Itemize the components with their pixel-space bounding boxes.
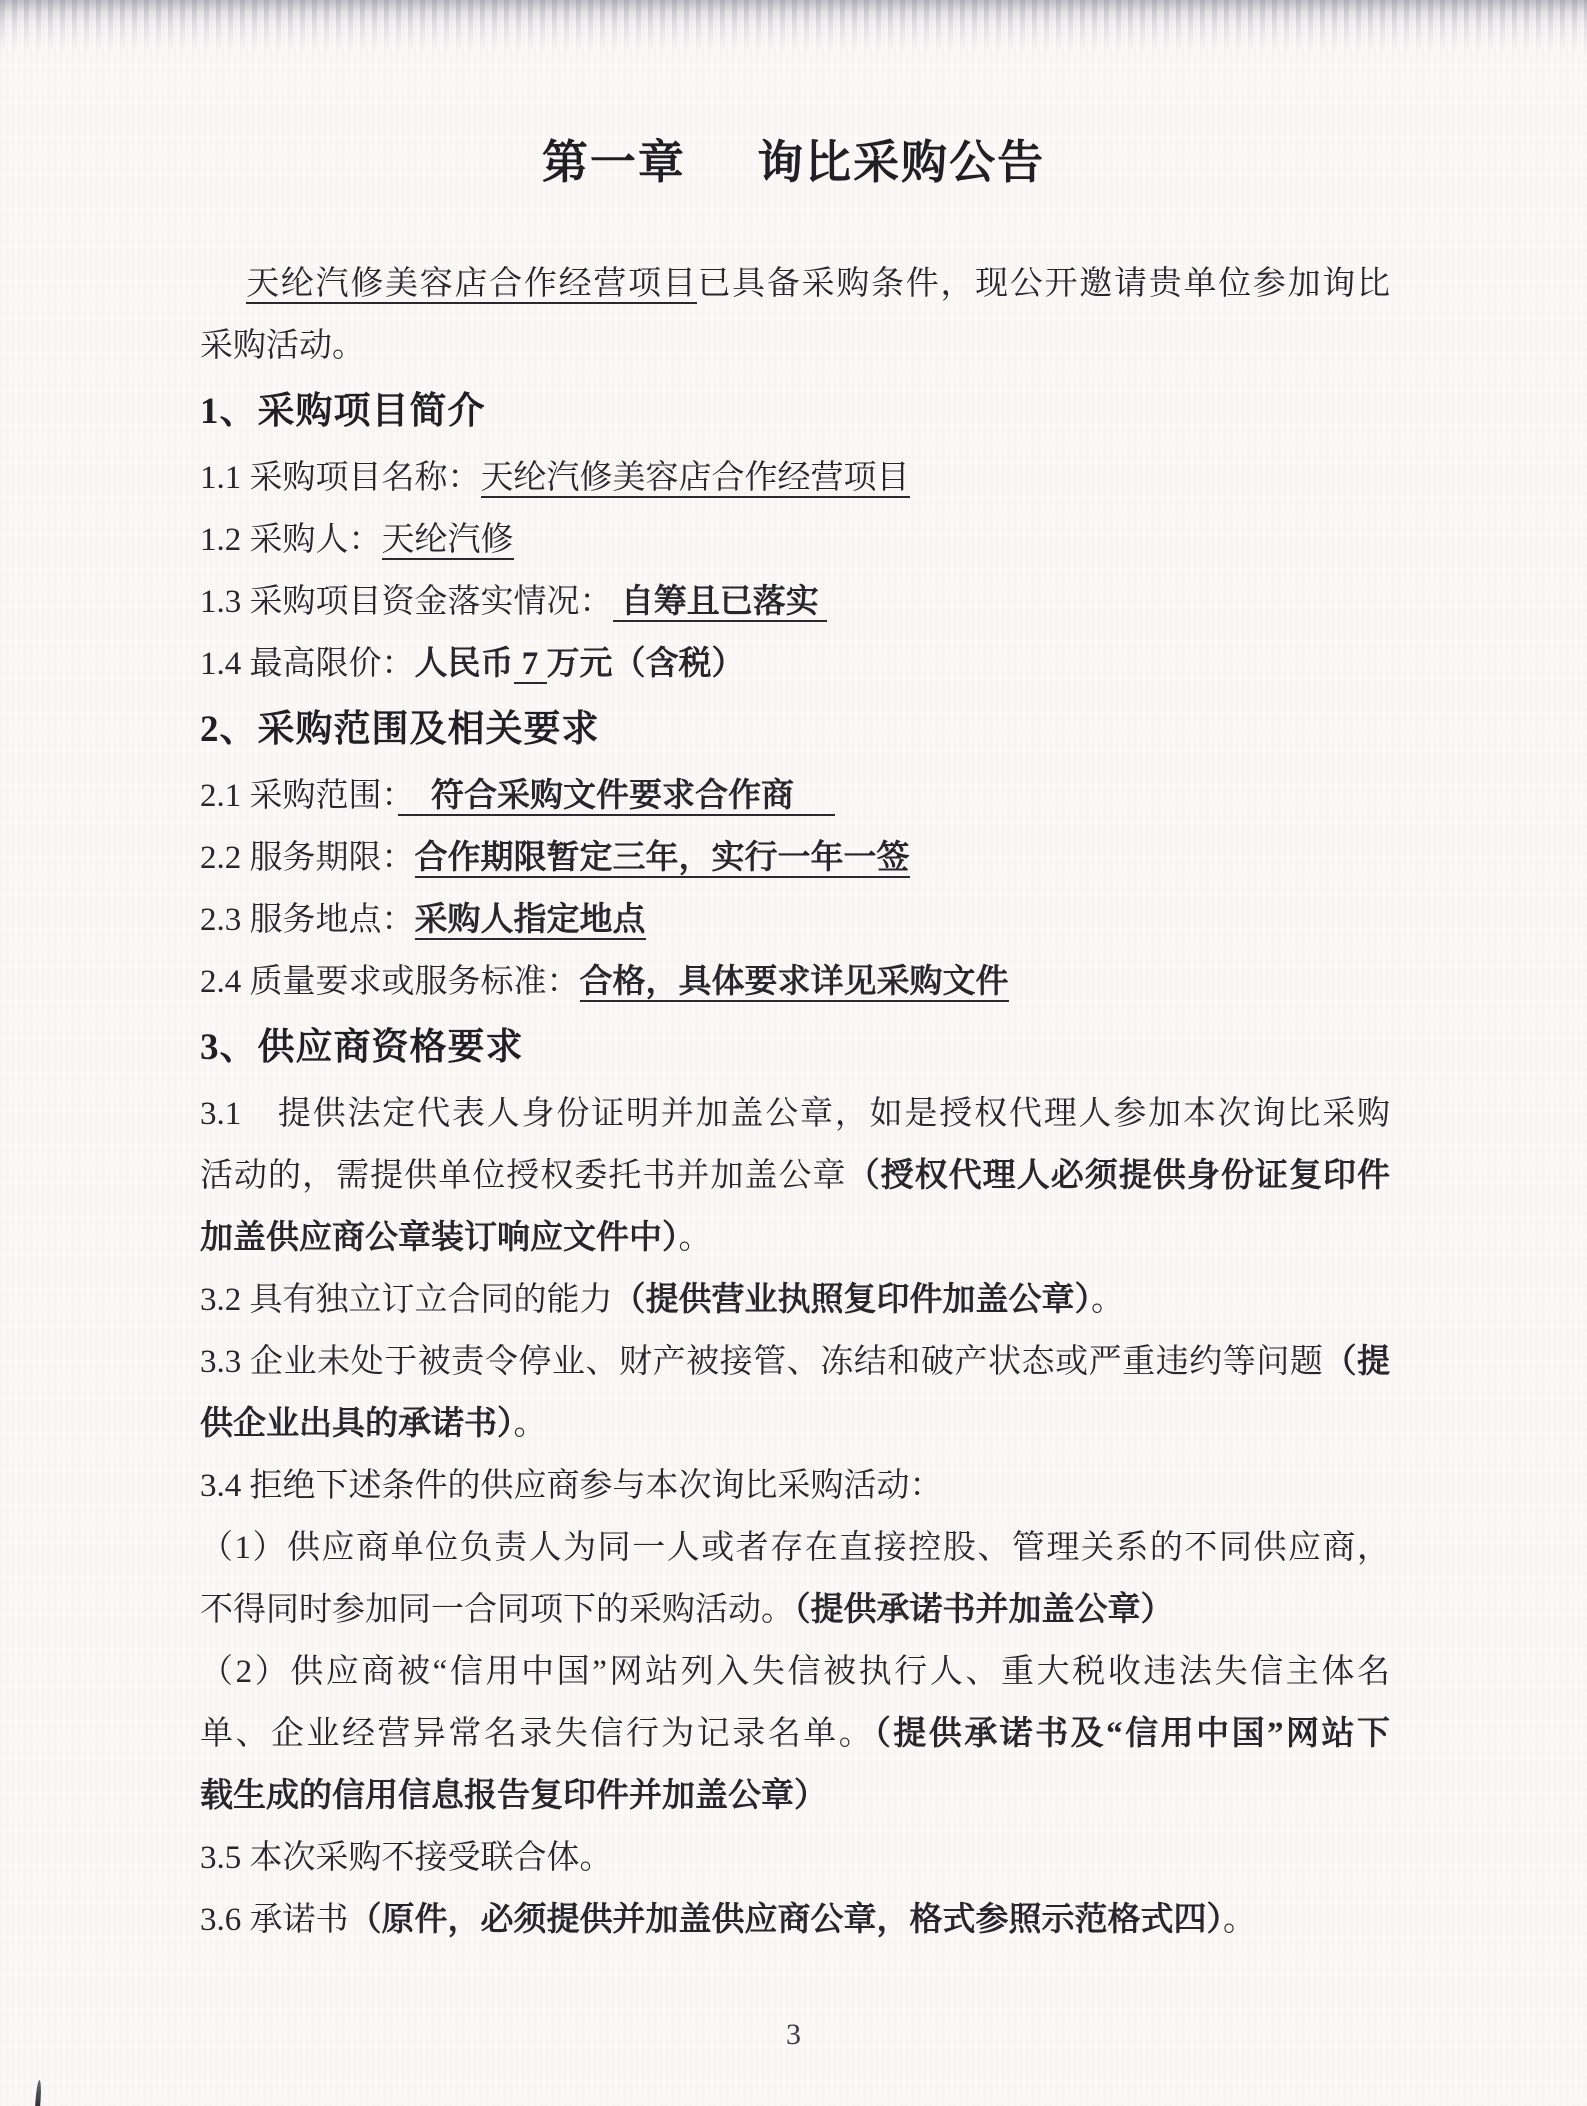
text-run: 2、采购范围及相关要求: [200, 709, 600, 750]
text-run: 3.1 提供法定代表人身份证明并加盖公章，如是授权代理人参加本次询比采购: [200, 1096, 1390, 1132]
purchaser-value: 天纶汽修: [381, 522, 514, 558]
clause-3-1-line-2: [200, 1145, 1390, 1207]
text-run: 1.1 采购项目名称：: [200, 460, 481, 496]
text-run: 活动的，需提供单位授权委托书并加盖公章: [200, 1158, 847, 1194]
item-2-1: [200, 765, 1390, 827]
text-run: 1、采购项目简介: [200, 391, 486, 432]
text-run: 供企业出具的承诺书）: [200, 1406, 514, 1442]
text-run: 3.2 具有独立订立合同的能力: [200, 1282, 613, 1318]
section-1-heading: [200, 381, 1390, 443]
text-run: 载生成的信用信息报告复印件并加盖公章）: [200, 1778, 827, 1814]
item-1-1: [200, 447, 1390, 509]
service-period-value: 合作期限暂定三年，实行一年一签: [414, 840, 910, 876]
service-location-value: 采购人指定地点: [414, 902, 646, 938]
intro-line-2: [200, 315, 1390, 377]
item-1-3: [200, 571, 1390, 633]
clause-3-6: [200, 1889, 1390, 1951]
chapter-title: [0, 128, 1587, 198]
clause-3-2: [200, 1269, 1390, 1331]
section-2-heading: [200, 699, 1390, 761]
clause-3-1-line-1: [200, 1083, 1390, 1145]
text-run: 。: [678, 1220, 712, 1256]
text-run: 1.3 采购项目资金落实情况：: [200, 584, 613, 620]
procurement-project-name-value: 天纶汽修美容店合作经营项目: [480, 460, 910, 496]
text-run: 单、企业经营异常名录失信行为记录名单。: [200, 1716, 875, 1752]
text-run: （2）供应商被“信用中国”网站列入失信被执行人、重大税收违法失信主体名: [200, 1654, 1390, 1690]
text-run: 加盖供应商公章装订响应文件中）: [200, 1220, 679, 1256]
document-body: [200, 253, 1390, 1951]
text-run: 3.3 企业未处于被责令停业、财产被接管、冻结和破产状态或严重违约等问题: [200, 1344, 1324, 1380]
clause-3-3-line-1: [200, 1331, 1390, 1393]
funding-status-value: 自筹且已落实: [612, 584, 827, 620]
price-unit: 万元（含税）: [546, 646, 745, 682]
item-2-4: [200, 951, 1390, 1013]
text-run: 已具备采购条件，现公开邀请贵单位参加询比: [697, 266, 1391, 302]
clause-3-4-sub-2-line-1: [200, 1641, 1390, 1703]
intro-line-1: [200, 253, 1390, 315]
text-run: 3.6 承诺书: [200, 1902, 349, 1938]
page-number: 3: [786, 2018, 801, 2051]
quality-requirement-value: 合格，具体要求详见采购文件: [579, 964, 1009, 1000]
item-1-4: [200, 633, 1390, 695]
text-run: （提供承诺书及“信用中国”网站下: [874, 1716, 1391, 1752]
item-2-3: [200, 889, 1390, 951]
procurement-scope-value: 符合采购文件要求合作商: [398, 778, 836, 814]
text-run: 2.3 服务地点：: [200, 902, 415, 938]
text-run: 1.2 采购人：: [200, 522, 382, 558]
text-run: （原件，必须提供并加盖供应商公章，格式参照示范格式四）: [348, 1902, 1223, 1938]
text-run: （授权代理人必须提供身份证复印件: [846, 1158, 1391, 1194]
text-run: 2.4 质量要求或服务标准：: [200, 964, 580, 1000]
text-run: （提供承诺书并加盖公章）: [794, 1592, 1174, 1628]
text-run: 。: [513, 1406, 547, 1442]
chapter-title-number: 第一章: [541, 137, 686, 188]
scan-edge-artifact: [0, 0, 1587, 58]
section-3-heading: [200, 1017, 1390, 1079]
clause-3-3-line-2: [200, 1393, 1390, 1455]
clause-3-1-line-3: [200, 1207, 1390, 1269]
ink-mark-artifact: [35, 2080, 42, 2106]
item-2-2: [200, 827, 1390, 889]
text-run: 3、供应商资格要求: [200, 1027, 524, 1068]
project-name-underlined: 天纶汽修美容店合作经营项目: [246, 266, 698, 302]
clause-3-4-sub-2-line-3: [200, 1765, 1390, 1827]
text-run: 。: [1091, 1282, 1124, 1318]
text-run: 3.4 拒绝下述条件的供应商参与本次询比采购活动：: [200, 1468, 943, 1504]
clause-3-4: [200, 1455, 1390, 1517]
price-currency: 人民币: [414, 646, 514, 682]
item-1-2: [200, 509, 1390, 571]
text-run: 3.5 本次采购不接受联合体。: [200, 1840, 613, 1876]
text-run: 1.4 最高限价：: [200, 646, 415, 682]
price-amount-value: 7: [513, 646, 547, 682]
text-run: （1）供应商单位负责人为同一人或者存在直接控股、管理关系的不同供应商，: [200, 1530, 1390, 1566]
text-run: 不得同时参加同一合同项下的采购活动。: [200, 1592, 794, 1628]
clause-3-4-sub-1-line-2: [200, 1579, 1390, 1641]
text-run: 。: [1223, 1902, 1256, 1938]
text-run: 2.2 服务期限：: [200, 840, 415, 876]
text-run: 采购活动。: [200, 328, 365, 364]
text-run: 2.1 采购范围：: [200, 778, 398, 814]
chapter-title-text: 询比采购公告: [757, 137, 1046, 188]
clause-3-5: [200, 1827, 1390, 1889]
clause-3-4-sub-2-line-2: [200, 1703, 1390, 1765]
text-run: （提供营业执照复印件加盖公章）: [612, 1282, 1091, 1318]
text-run: （提: [1323, 1344, 1391, 1380]
clause-3-4-sub-1-line-1: [200, 1517, 1390, 1579]
